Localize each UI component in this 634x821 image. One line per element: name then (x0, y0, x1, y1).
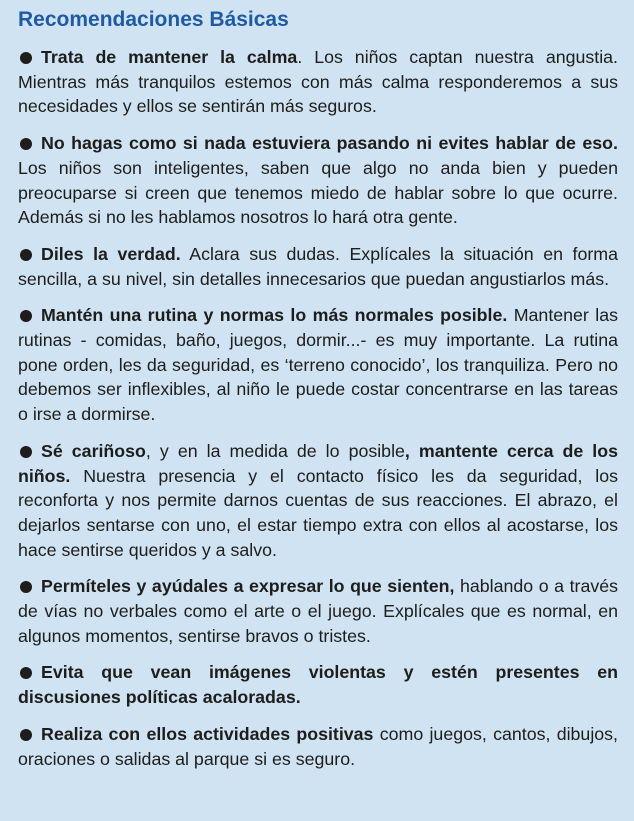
recommendation-lead: Sé cariñoso (41, 440, 146, 461)
recommendation-lead: No hagas como si nada estuviera pasando ni evites hablar de eso. (41, 133, 618, 154)
bullet-icon (20, 667, 32, 679)
recommendation-text-2: Nuestra presencia y el contacto físico les da seguridad, los reconforta y nos permite darnos cuentas de sus reacciones. El abrazo, el dejarlos sentarse con uno, el estar tiempo extra con ellos al acostarse, los hace sentirse queridos y a salvo. (18, 465, 618, 560)
recommendation-lead: Trata de mantener la calma (41, 47, 298, 67)
recommendation-item (18, 722, 618, 771)
section-title: Recomendaciones Básicas (18, 8, 289, 31)
bullet-icon (20, 249, 32, 261)
recommendation-text: , y en la medida de lo posible (145, 440, 405, 461)
recommendation-text: . Los niños captan nuestra angustia. Mientras más tranquilos estemos con más calma responderemos a sus necesidades y ellos se sentirán más seguros. (18, 47, 618, 117)
recommendation-item (18, 660, 618, 709)
recommendation-lead-2: , mantente cerca de los niños. (18, 440, 618, 486)
bullet-icon (20, 581, 32, 593)
recommendation-lead: Evita que vean imágenes violentas y estén presentes en discusiones políticas acaloradas. (18, 662, 618, 708)
recommendation-lead: Permíteles y ayúdales a expresar lo que sienten, (41, 576, 455, 597)
recommendation-lead: Mantén una rutina y normas lo más normales posible. (41, 305, 508, 326)
recommendation-text: como juegos, cantos, dibujos, oraciones o salidas al parque si es seguro. (18, 723, 618, 769)
bullet-icon (20, 310, 32, 322)
recommendation-text: Mantener las rutinas - comidas, baño, juegos, dormir...- es muy importante. La rutina pone orden, les da seguridad, es ‘terreno conocido’, los tranquiliza. Pero no debemos ser inflexibles, al niño le puede costar concentrarse en las tareas o irse a dormirse. (18, 305, 618, 425)
recommendation-lead: Realiza con ellos actividades positivas (41, 723, 374, 744)
recommendation-item (18, 439, 618, 563)
recommendation-item (18, 303, 618, 427)
recommendation-item (18, 45, 618, 119)
recommendation-item (18, 242, 618, 291)
bullet-icon (20, 729, 32, 741)
bullet-icon (20, 52, 32, 64)
recommendation-text: Aclara sus dudas. Explícales la situación en forma sencilla, a su nivel, sin detalles innecesarios que puedan angustiarlos más. (18, 243, 618, 289)
recommendation-item (18, 574, 618, 648)
recommendation-text: hablando o a través de vías no verbales como el arte o el juego. Explícales que es normal, en algunos momentos, sentirse bravos o tristes. (18, 576, 619, 646)
bullet-icon (20, 138, 32, 150)
recommendation-lead: Diles la verdad. (41, 243, 181, 264)
recommendation-item (18, 131, 618, 230)
bullet-icon (20, 446, 32, 458)
recommendation-text: Los niños son inteligentes, saben que algo no anda bien y pueden preocuparse si creen que tenemos miedo de hablar sobre lo que ocurre. Además si no les hablamos nosotros lo hará otra gente. (18, 157, 618, 228)
